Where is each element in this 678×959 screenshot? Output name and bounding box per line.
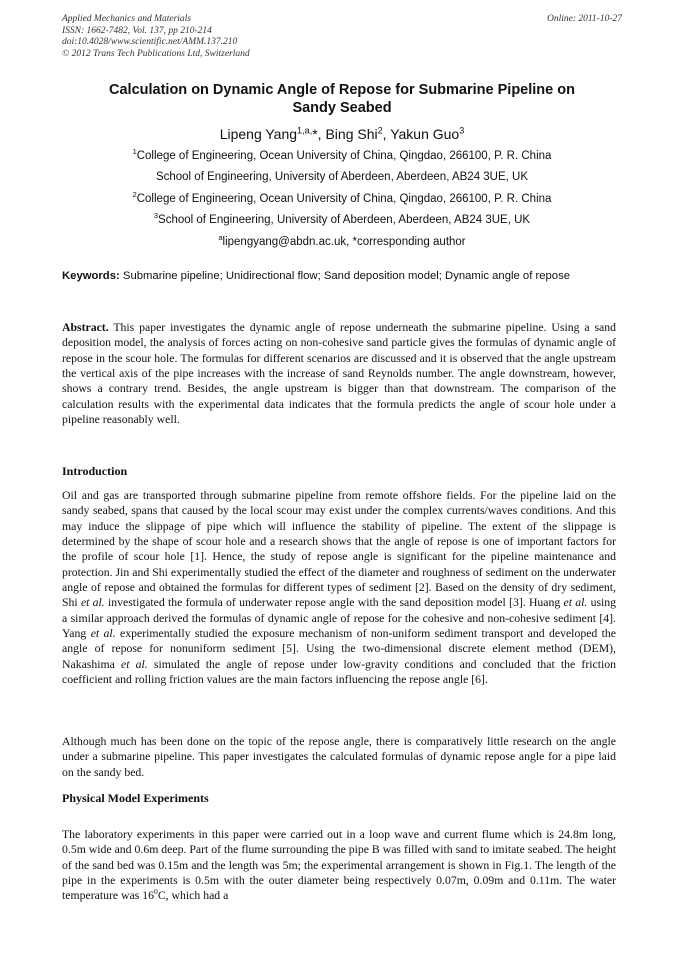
author-name: Yakun Guo (390, 126, 460, 142)
affiliation-1 (62, 149, 622, 163)
keywords-text: Submarine pipeline; Unidirectional flow; Sand deposition model; Dynamic angle of repose (122, 270, 571, 282)
intro-text: simulated the angle of repose under low-gravity conditions and concluded that the friction coefficient and rolling friction values are the main factors influencing the repose angle [6]. (62, 657, 617, 687)
affiliation-superscript: 1 (132, 147, 137, 157)
title-line-1: Calculation on Dynamic Angle of Repose for Submarine Pipeline on (109, 82, 575, 98)
keywords-block (62, 269, 616, 283)
introduction-paragraph-1 (62, 488, 616, 687)
section-heading-introduction: Introduction (62, 464, 128, 478)
intro-text: Oil and gas are transported through submarine pipeline from remote offshore fields. For the pipeline laid on the sandy seabed, spans that caused by the local scour may exist under the complex currents/waves conditions. And this may induce the slippage of pipe which will influence the stability of pipeline. The extent of the slippage is determined by the shape of scour hole and a research shows that the angle of repose is one of important factors for the profile of scour hole [1]. Hence, the study of repose angle is significant for the pipeline maintenance and protection. Jin and Shi experimentally studied the effect of the diameter and roughness of sediment on the underwater angle of repose and obtained the formulas for different types of sediment [2]. Based on the density of dry sediment, Shi (62, 489, 616, 610)
email-line (62, 235, 622, 249)
online-date: Online: 2011-10-27 (546, 14, 622, 24)
affiliation-text: College of Engineering, Ocean University of China, Qingdao, 266100, P. R. China (136, 193, 552, 205)
affiliation-2 (62, 192, 622, 206)
et-al: et al. (563, 596, 588, 610)
section-heading-physical-model: Physical Model Experiments (62, 791, 209, 805)
author-separator: *, (312, 126, 326, 142)
affiliation-superscript: 3 (153, 211, 159, 221)
author-superscript: 1,a, (297, 125, 313, 136)
intro-text: experimentally studied the exposure mechanism of non-uniform sediment transport and developed the angle of repose for nonuniform sediment [5]. Using the two-dimensional discrete element method (DEM), Nakashima (62, 627, 617, 671)
affiliation-3 (62, 213, 622, 227)
introduction-paragraph-2: Although much has been done on the topic of the repose angle, there is comparatively little research on the angle under a submarine pipeline. This paper investigates the calculated formulas of dynamic repose angle for a pipe laid on the sandy bed. (62, 735, 616, 779)
temperature-superscript: 0 (154, 887, 158, 897)
email-text: lipengyang@abdn.ac.uk, *corresponding author (222, 236, 466, 248)
journal-name: Applied Mechanics and Materials (62, 14, 192, 24)
intro-text: using a similar approach derived the formulas of dynamic angle of repose for the cohesive and non-cohesive sediment [4]. Yang (62, 596, 617, 641)
keywords-label: Keywords: (62, 270, 120, 282)
affiliation-1b (62, 170, 622, 184)
affiliation-text: School of Engineering, University of Aberdeen, Aberdeen, AB24 3UE, UK (155, 171, 529, 183)
et-al: et al. (121, 657, 148, 671)
copyright-line: © 2012 Trans Tech Publications Ltd, Switzerland (62, 48, 250, 59)
journal-header (62, 14, 622, 60)
affiliation-text: College of Engineering, Ocean University of China, Qingdao, 266100, P. R. China (136, 150, 552, 162)
paper-title (62, 81, 622, 117)
physical-model-paragraph-1 (62, 827, 616, 904)
issn-line: ISSN: 1662-7482, Vol. 137, pp 210-214 (62, 25, 212, 36)
intro-text: investigated the formula of underwater repose angle with the sand deposition model [3]. Huang (108, 596, 561, 610)
author-name: Lipeng Yang (219, 126, 298, 142)
title-line-2: Sandy Seabed (292, 100, 392, 116)
doi-line: doi:10.4028/www.scientific.net/AMM.137.210 (62, 37, 238, 47)
abstract-text: This paper investigates the dynamic angle of repose underneath the submarine pipeline. Using a sand deposition model, the analysis of forces acting on non-cohesive sand particle gives the formulas of dynamic angle of repose in the scour hole. The formulas for different scenarios are discussed and it is observed that the angle upstream the vertical axis of the pipe increases with the increase of sand Reynolds number. The angle downstream, however, shows a contrary trend. Besides, the angle upstream is bigger than that downstream. The comparison of the calculation results with the experimental data indicates that the formula predicts the angle of scour hole under a pipeline reasonably well. (62, 321, 616, 427)
author-superscript: 2 (377, 125, 383, 136)
affiliation-superscript: 2 (132, 190, 137, 200)
email-superscript: a (218, 233, 223, 243)
affiliation-text: School of Engineering, University of Aberdeen, Aberdeen, AB24 3UE, UK (158, 214, 531, 226)
author-list (62, 125, 622, 143)
physical-model-text: The laboratory experiments in this paper were carried out in a loop wave and current flume which is 24.8m long, 0.5m wide and 0.6m deep. Part of the flume surrounding the pipe B was filled with sand to imitate seabed. The height of the sand bed was 0.15m and the length was 5m; the experimental arrangement is shown in Fig.1. The length of the pipe in the experiments is 0.5m with the outer diameter being respectively 0.07m, 0.09m and 0.11m. The water temperature was 16 (62, 828, 616, 903)
physical-model-text: C, which had a (157, 889, 229, 903)
abstract-label: Abstract. (62, 321, 109, 334)
et-al: et al. (90, 627, 116, 641)
author-name: Bing Shi (325, 126, 378, 142)
et-al: et al. (80, 596, 105, 610)
author-superscript: 3 (459, 125, 465, 136)
abstract-block (62, 320, 616, 427)
author-separator: , (382, 126, 391, 142)
